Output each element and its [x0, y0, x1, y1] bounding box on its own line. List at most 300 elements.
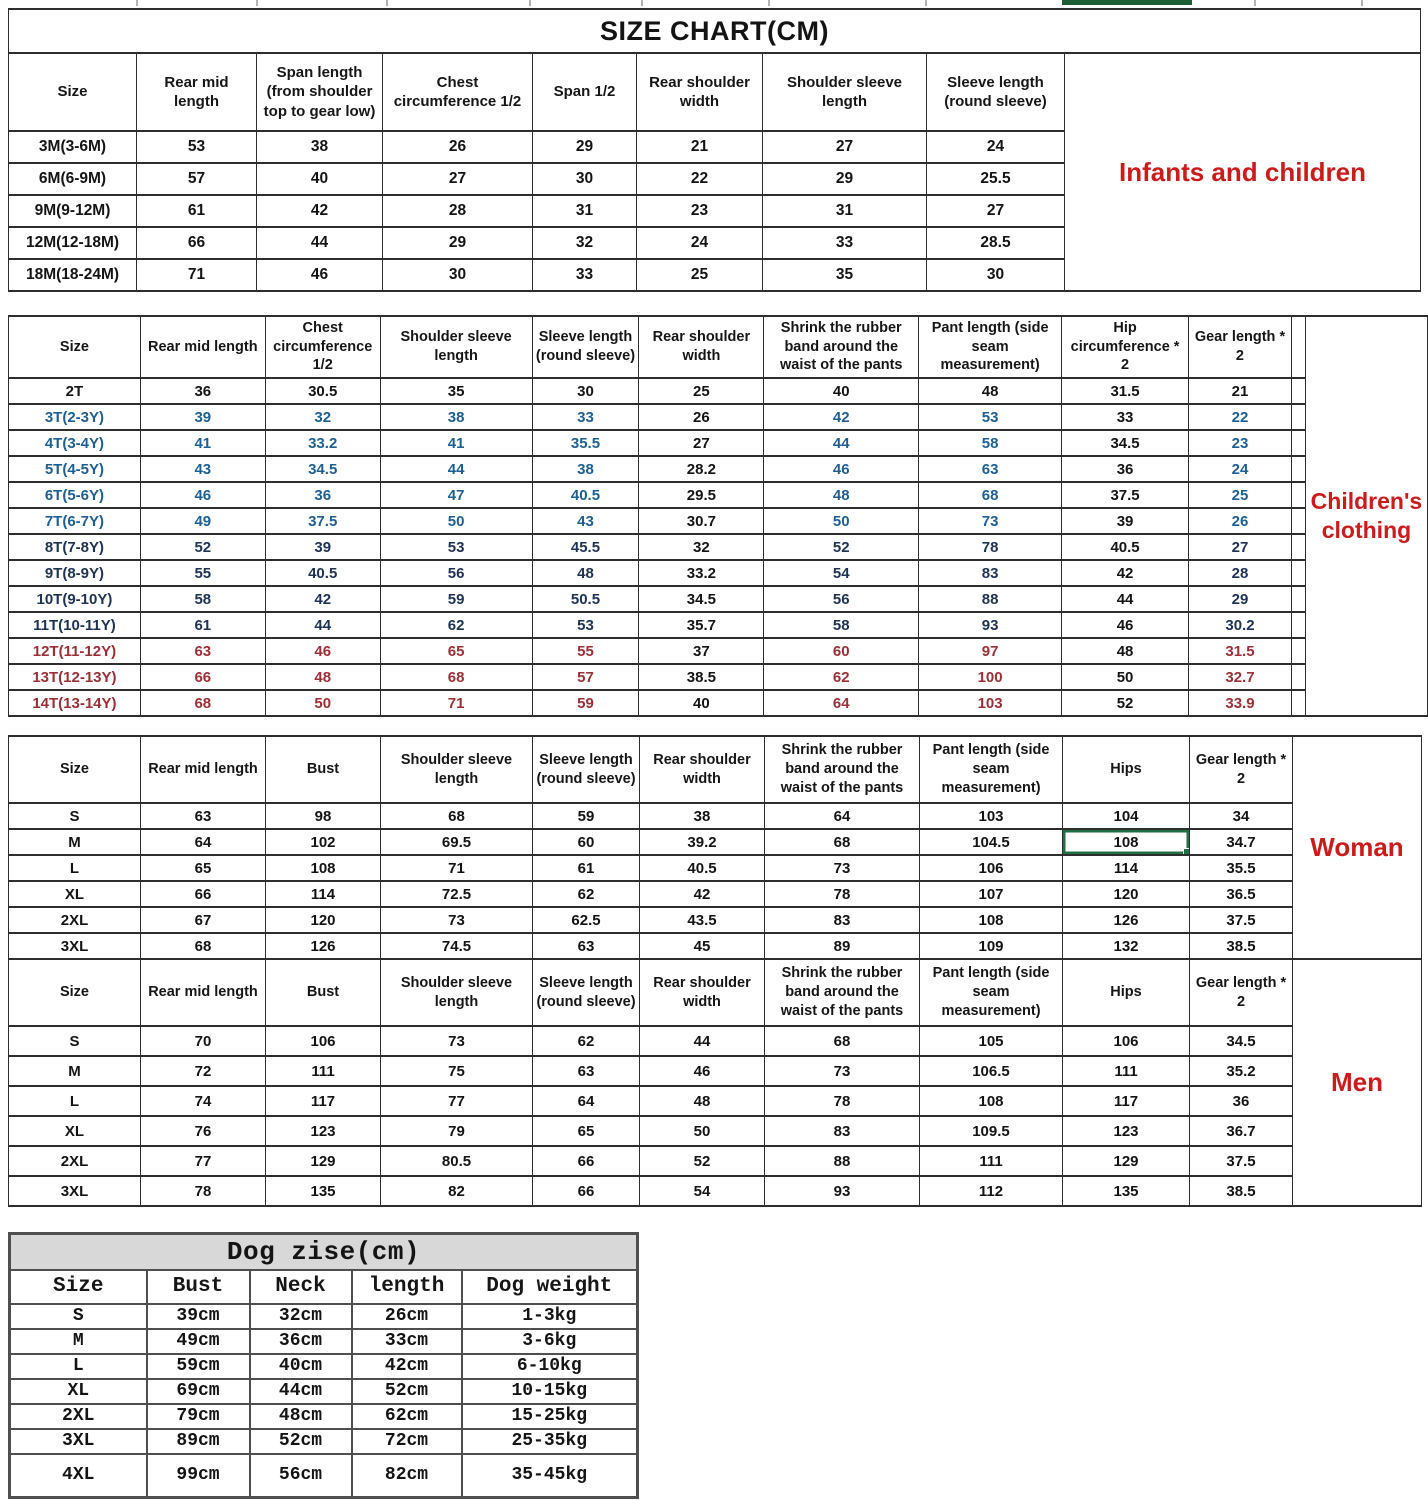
table-cell: 89cm — [147, 1429, 250, 1454]
table-cell: 39 — [1062, 508, 1189, 534]
table-cell: 109.5 — [920, 1116, 1063, 1146]
table-cell: 49cm — [147, 1329, 250, 1354]
table-cell: 40.5 — [265, 560, 380, 586]
size-cell: 2XL — [10, 1404, 147, 1429]
table-cell: 32cm — [250, 1304, 352, 1329]
column-header: Rear shoulder width — [640, 736, 765, 803]
column-header: Size — [9, 959, 141, 1026]
table-row — [9, 664, 1428, 690]
table-cell: 53 — [919, 404, 1062, 430]
column-header: Shrink the rubber band around the waist of the pants — [764, 316, 919, 378]
table-cell: 66 — [141, 881, 266, 907]
table-cell: 73 — [381, 1026, 533, 1056]
size-cell: 3M(3-6M) — [9, 131, 137, 163]
column-header: Sleeve length (round sleeve) — [927, 53, 1065, 131]
empty-spacer-cell — [1291, 534, 1305, 560]
column-header: Shoulder sleeve length — [380, 316, 532, 378]
table-cell: 38 — [640, 803, 765, 829]
table-cell: 36 — [1062, 456, 1189, 482]
table-cell: 37.5 — [1062, 482, 1189, 508]
table-cell: 69.5 — [381, 829, 533, 855]
table-cell: 40cm — [250, 1354, 352, 1379]
table-cell: 62 — [380, 612, 532, 638]
table-cell: 89 — [765, 933, 920, 959]
size-cell: 2T — [9, 378, 141, 404]
table-cell: 42 — [1062, 560, 1189, 586]
table-cell: 80.5 — [381, 1146, 533, 1176]
table-cell: 63 — [141, 803, 266, 829]
table-cell: 63 — [919, 456, 1062, 482]
table-cell: 100 — [919, 664, 1062, 690]
table-cell: 3-6kg — [462, 1329, 638, 1354]
column-header: Shrink the rubber band around the waist of the pants — [765, 959, 920, 1026]
column-header: Sleeve length (round sleeve) — [533, 959, 640, 1026]
table-cell: 79cm — [147, 1404, 250, 1429]
table-cell: 30.7 — [639, 508, 764, 534]
table-cell: 55 — [140, 560, 265, 586]
table-cell: 31.5 — [1189, 638, 1292, 664]
table-cell: 104.5 — [920, 829, 1063, 855]
size-cell: 2XL — [9, 907, 141, 933]
men-size-table — [8, 958, 1422, 1207]
children-section-label: Children's clothing — [1305, 316, 1427, 716]
table-cell: 108 — [920, 1086, 1063, 1116]
table-cell: 35.5 — [532, 430, 639, 456]
table-cell: 35.2 — [1190, 1056, 1293, 1086]
table-cell: 108 — [266, 855, 381, 881]
table-cell: 10-15kg — [462, 1379, 638, 1404]
table-cell: 33cm — [352, 1329, 462, 1354]
selection-top-edge — [1062, 0, 1192, 5]
grid-tick — [641, 0, 643, 6]
size-cell: 3T(2-3Y) — [9, 404, 141, 430]
table-cell: 50 — [1062, 664, 1189, 690]
children-size-table — [8, 315, 1428, 717]
size-cell: 2XL — [9, 1146, 141, 1176]
table-cell: 35 — [763, 259, 927, 291]
table-cell: 88 — [765, 1146, 920, 1176]
table-cell: 32 — [265, 404, 380, 430]
column-header: Span 1/2 — [533, 53, 637, 131]
table-cell: 78 — [919, 534, 1062, 560]
table-cell: 25-35kg — [462, 1429, 638, 1454]
table-cell: 30 — [927, 259, 1065, 291]
table-cell: 26 — [383, 131, 533, 163]
table-cell: 34.5 — [639, 586, 764, 612]
size-cell: 12M(12-18M) — [9, 227, 137, 259]
table-cell: 46 — [764, 456, 919, 482]
table-cell: 111 — [1063, 1056, 1190, 1086]
table-cell: 36 — [140, 378, 265, 404]
size-cell: 4XL — [10, 1454, 147, 1498]
table-cell: 58 — [140, 586, 265, 612]
table-cell: 59 — [380, 586, 532, 612]
size-cell: 6M(6-9M) — [9, 163, 137, 195]
table-cell: 46 — [140, 482, 265, 508]
table-cell: 29 — [383, 227, 533, 259]
table-cell: 107 — [920, 881, 1063, 907]
table-cell: 56 — [764, 586, 919, 612]
table-cell: 82 — [381, 1176, 533, 1206]
grid-tick — [136, 0, 138, 6]
table-cell: 52 — [1062, 690, 1189, 716]
table-cell: 36 — [1190, 1086, 1293, 1116]
table-cell: 31 — [763, 195, 927, 227]
table-cell: 123 — [1063, 1116, 1190, 1146]
table-cell: 103 — [920, 803, 1063, 829]
table-cell: 23 — [637, 195, 763, 227]
table-cell: 71 — [380, 690, 532, 716]
size-cell: 11T(10-11Y) — [9, 612, 141, 638]
table-cell: 77 — [381, 1086, 533, 1116]
table-cell: 52 — [764, 534, 919, 560]
table-cell: 61 — [533, 855, 640, 881]
size-cell: M — [10, 1329, 147, 1354]
column-header: Rear mid length — [141, 736, 266, 803]
table-cell: 63 — [533, 933, 640, 959]
table-cell: 66 — [137, 227, 257, 259]
table-cell: 70 — [141, 1026, 266, 1056]
table-cell: 104 — [1063, 803, 1190, 829]
table-cell: 68 — [765, 1026, 920, 1056]
table-cell: 40 — [764, 378, 919, 404]
grid-tick — [529, 0, 531, 6]
column-header: Hips — [1063, 959, 1190, 1026]
table-cell: 61 — [137, 195, 257, 227]
table-cell: 66 — [533, 1146, 640, 1176]
table-cell: 126 — [1063, 907, 1190, 933]
table-cell: 44cm — [250, 1379, 352, 1404]
table-cell: 62cm — [352, 1404, 462, 1429]
table-cell: 62 — [533, 881, 640, 907]
table-cell: 42 — [257, 195, 383, 227]
table-cell: 46 — [1062, 612, 1189, 638]
table-cell: 27 — [639, 430, 764, 456]
column-header: Shrink the rubber band around the waist of the pants — [765, 736, 920, 803]
woman-section-label: Woman — [1293, 736, 1422, 959]
table-cell: 38 — [257, 131, 383, 163]
table-row — [10, 1404, 638, 1429]
table-cell: 48 — [764, 482, 919, 508]
empty-spacer-cell — [1291, 456, 1305, 482]
table-cell: 50 — [265, 690, 380, 716]
size-cell: 10T(9-10Y) — [9, 586, 141, 612]
table-row — [9, 907, 1422, 933]
table-cell: 29.5 — [639, 482, 764, 508]
table-cell: 42 — [640, 881, 765, 907]
size-cell: L — [9, 1086, 141, 1116]
table-cell: 35 — [380, 378, 532, 404]
empty-spacer-cell — [1291, 404, 1305, 430]
table-cell: 33 — [763, 227, 927, 259]
table-cell: 106 — [920, 855, 1063, 881]
table-row — [9, 534, 1428, 560]
table-cell: 43 — [140, 456, 265, 482]
table-cell: 111 — [266, 1056, 381, 1086]
table-cell: 97 — [919, 638, 1062, 664]
table-cell: 62 — [533, 1026, 640, 1056]
size-cell: XL — [9, 881, 141, 907]
table-cell: 33 — [532, 404, 639, 430]
table-cell: 120 — [266, 907, 381, 933]
table-cell: 46 — [265, 638, 380, 664]
table-cell: 52 — [640, 1146, 765, 1176]
table-row — [9, 1026, 1422, 1056]
size-cell: 13T(12-13Y) — [9, 664, 141, 690]
table-cell: 71 — [137, 259, 257, 291]
table-cell: 68 — [140, 690, 265, 716]
table-cell: 48 — [919, 378, 1062, 404]
table-cell: 41 — [380, 430, 532, 456]
size-cell: L — [9, 855, 141, 881]
table-cell: 72.5 — [381, 881, 533, 907]
table-cell: 30 — [532, 378, 639, 404]
size-cell: S — [9, 1026, 141, 1056]
table-cell: 26 — [639, 404, 764, 430]
table-cell: 49 — [140, 508, 265, 534]
table-cell: 24 — [637, 227, 763, 259]
table-cell: 50 — [764, 508, 919, 534]
table-cell: 126 — [266, 933, 381, 959]
empty-spacer-cell — [1291, 690, 1305, 716]
table-row — [9, 855, 1422, 881]
table-cell: 132 — [1063, 933, 1190, 959]
table-cell: 57 — [532, 664, 639, 690]
table-cell: 64 — [141, 829, 266, 855]
table-cell: 112 — [920, 1176, 1063, 1206]
table-cell: 75 — [381, 1056, 533, 1086]
table-cell: 135 — [1063, 1176, 1190, 1206]
table-row — [9, 881, 1422, 907]
table-cell: 34.7 — [1190, 829, 1293, 855]
table-cell: 54 — [640, 1176, 765, 1206]
table-cell: 33.9 — [1189, 690, 1292, 716]
table-cell: 59 — [532, 690, 639, 716]
column-header: Chest circumference 1/2 — [265, 316, 380, 378]
table-cell: 93 — [765, 1176, 920, 1206]
table-cell: 78 — [765, 1086, 920, 1116]
table-cell: 27 — [763, 131, 927, 163]
column-header: Gear length * 2 — [1190, 736, 1293, 803]
grid-tick — [256, 0, 258, 6]
table-cell: 106 — [266, 1026, 381, 1056]
table-cell: 48 — [1062, 638, 1189, 664]
table-cell: 36cm — [250, 1329, 352, 1354]
table-cell: 29 — [763, 163, 927, 195]
table-cell: 45.5 — [532, 534, 639, 560]
table-cell: 129 — [266, 1146, 381, 1176]
table-cell: 59cm — [147, 1354, 250, 1379]
column-header: Bust — [147, 1270, 250, 1304]
table-cell: 42 — [764, 404, 919, 430]
table-cell: 25 — [1189, 482, 1292, 508]
table-row — [9, 829, 1422, 855]
empty-spacer-cell — [1291, 586, 1305, 612]
table-cell: 68 — [765, 829, 920, 855]
table-cell: 60 — [533, 829, 640, 855]
table-row — [9, 586, 1428, 612]
grid-tick — [768, 0, 770, 6]
column-header: Dog weight — [462, 1270, 638, 1304]
table-cell: 52cm — [352, 1379, 462, 1404]
table-cell: 50.5 — [532, 586, 639, 612]
table-cell: 40 — [257, 163, 383, 195]
size-cell: 9T(8-9Y) — [9, 560, 141, 586]
table-row — [9, 1176, 1422, 1206]
grid-tick — [925, 0, 927, 6]
table-cell: 33 — [1062, 404, 1189, 430]
table-cell: 99cm — [147, 1454, 250, 1498]
size-cell: L — [10, 1354, 147, 1379]
table-cell: 47 — [380, 482, 532, 508]
men-section-label: Men — [1293, 959, 1422, 1206]
size-cell: 14T(13-14Y) — [9, 690, 141, 716]
table-cell: 27 — [927, 195, 1065, 227]
column-header: Shoulder sleeve length — [381, 736, 533, 803]
table-cell: 38 — [380, 404, 532, 430]
table-row — [9, 456, 1428, 482]
table-cell: 72cm — [352, 1429, 462, 1454]
table-cell: 36.7 — [1190, 1116, 1293, 1146]
table-cell: 74 — [141, 1086, 266, 1116]
table-cell: 6-10kg — [462, 1354, 638, 1379]
table-cell: 29 — [1189, 586, 1292, 612]
table-cell: 41 — [140, 430, 265, 456]
table-cell: 71 — [381, 855, 533, 881]
empty-spacer-cell — [1291, 612, 1305, 638]
table-cell: 135 — [266, 1176, 381, 1206]
table-cell: 60 — [764, 638, 919, 664]
table-cell: 123 — [266, 1116, 381, 1146]
size-cell: 5T(4-5Y) — [9, 456, 141, 482]
column-header: Sleeve length (round sleeve) — [533, 736, 640, 803]
table-cell: 63 — [533, 1056, 640, 1086]
table-cell: 82cm — [352, 1454, 462, 1498]
table-cell: 44 — [764, 430, 919, 456]
table-row — [9, 404, 1428, 430]
size-cell: XL — [10, 1379, 147, 1404]
table-cell: 114 — [266, 881, 381, 907]
empty-spacer-cell — [1291, 664, 1305, 690]
table-cell: 68 — [380, 664, 532, 690]
table-cell: 21 — [1189, 378, 1292, 404]
table-cell: 25.5 — [927, 163, 1065, 195]
table-cell: 66 — [533, 1176, 640, 1206]
column-header: Rear shoulder width — [637, 53, 763, 131]
size-cell: 3XL — [9, 1176, 141, 1206]
table-cell: 68 — [919, 482, 1062, 508]
table-cell: 61 — [140, 612, 265, 638]
table-cell: 28.2 — [639, 456, 764, 482]
table-cell: 36 — [265, 482, 380, 508]
table-cell: 37.5 — [1190, 907, 1293, 933]
empty-spacer-cell — [1291, 378, 1305, 404]
table-cell: 50 — [640, 1116, 765, 1146]
table-cell: 83 — [765, 907, 920, 933]
grid-tick — [1254, 0, 1256, 6]
table-cell: 42cm — [352, 1354, 462, 1379]
table-cell: 26cm — [352, 1304, 462, 1329]
table-cell: 25 — [639, 378, 764, 404]
table-cell: 106.5 — [920, 1056, 1063, 1086]
table-cell: 30.2 — [1189, 612, 1292, 638]
table-cell: 26 — [1189, 508, 1292, 534]
table-cell: 40.5 — [640, 855, 765, 881]
column-header: Size — [9, 53, 137, 131]
table-cell: 46 — [257, 259, 383, 291]
table-cell: 42 — [265, 586, 380, 612]
table-cell: 73 — [765, 1056, 920, 1086]
table-cell: 65 — [533, 1116, 640, 1146]
table-cell: 45 — [640, 933, 765, 959]
table-cell: 117 — [1063, 1086, 1190, 1116]
table-cell: 25 — [637, 259, 763, 291]
table-cell: 117 — [266, 1086, 381, 1116]
table-cell: 34 — [1190, 803, 1293, 829]
table-cell: 30 — [533, 163, 637, 195]
table-cell: 83 — [919, 560, 1062, 586]
table-cell: 1-3kg — [462, 1304, 638, 1329]
column-header: Pant length (side seam measurement) — [919, 316, 1062, 378]
table-cell: 34.5 — [265, 456, 380, 482]
table-cell: 24 — [1189, 456, 1292, 482]
table-cell: 74.5 — [381, 933, 533, 959]
size-cell: 3XL — [9, 933, 141, 959]
column-header: Sleeve length (round sleeve) — [532, 316, 639, 378]
table-cell: 37.5 — [1190, 1146, 1293, 1176]
table-cell: 34.5 — [1190, 1026, 1293, 1056]
table-cell: 48 — [640, 1086, 765, 1116]
table-row — [9, 560, 1428, 586]
table-cell: 44 — [257, 227, 383, 259]
table-cell: 40 — [639, 690, 764, 716]
infants-section-label: Infants and children — [1065, 53, 1421, 291]
table-cell: 35.5 — [1190, 855, 1293, 881]
table-cell: 32.7 — [1189, 664, 1292, 690]
table-row — [9, 612, 1428, 638]
table-cell: 102 — [266, 829, 381, 855]
size-cell: 3XL — [10, 1429, 147, 1454]
empty-spacer-cell — [1291, 560, 1305, 586]
table-cell: 43 — [532, 508, 639, 534]
table-cell: 33 — [533, 259, 637, 291]
table-cell: 38.5 — [1190, 1176, 1293, 1206]
empty-spacer-cell — [1291, 316, 1305, 378]
table-cell: 77 — [141, 1146, 266, 1176]
empty-spacer-cell — [1291, 638, 1305, 664]
table-cell: 64 — [533, 1086, 640, 1116]
table-cell: 28 — [1189, 560, 1292, 586]
table-cell: 73 — [919, 508, 1062, 534]
column-header: Pant length (side seam measurement) — [920, 736, 1063, 803]
table-row — [9, 1116, 1422, 1146]
table-cell: 129 — [1063, 1146, 1190, 1176]
table-row — [9, 1056, 1422, 1086]
table-cell: 31.5 — [1062, 378, 1189, 404]
table-cell: 98 — [266, 803, 381, 829]
table-cell: 34.5 — [1062, 430, 1189, 456]
table-cell: 64 — [765, 803, 920, 829]
table-cell: 48 — [532, 560, 639, 586]
table-cell: 76 — [141, 1116, 266, 1146]
column-header: Rear shoulder width — [639, 316, 764, 378]
table-row — [9, 1086, 1422, 1116]
table-cell: 78 — [141, 1176, 266, 1206]
table-cell: 65 — [141, 855, 266, 881]
table-row — [10, 1429, 638, 1454]
table-cell: 48cm — [250, 1404, 352, 1429]
table-cell: 39 — [265, 534, 380, 560]
